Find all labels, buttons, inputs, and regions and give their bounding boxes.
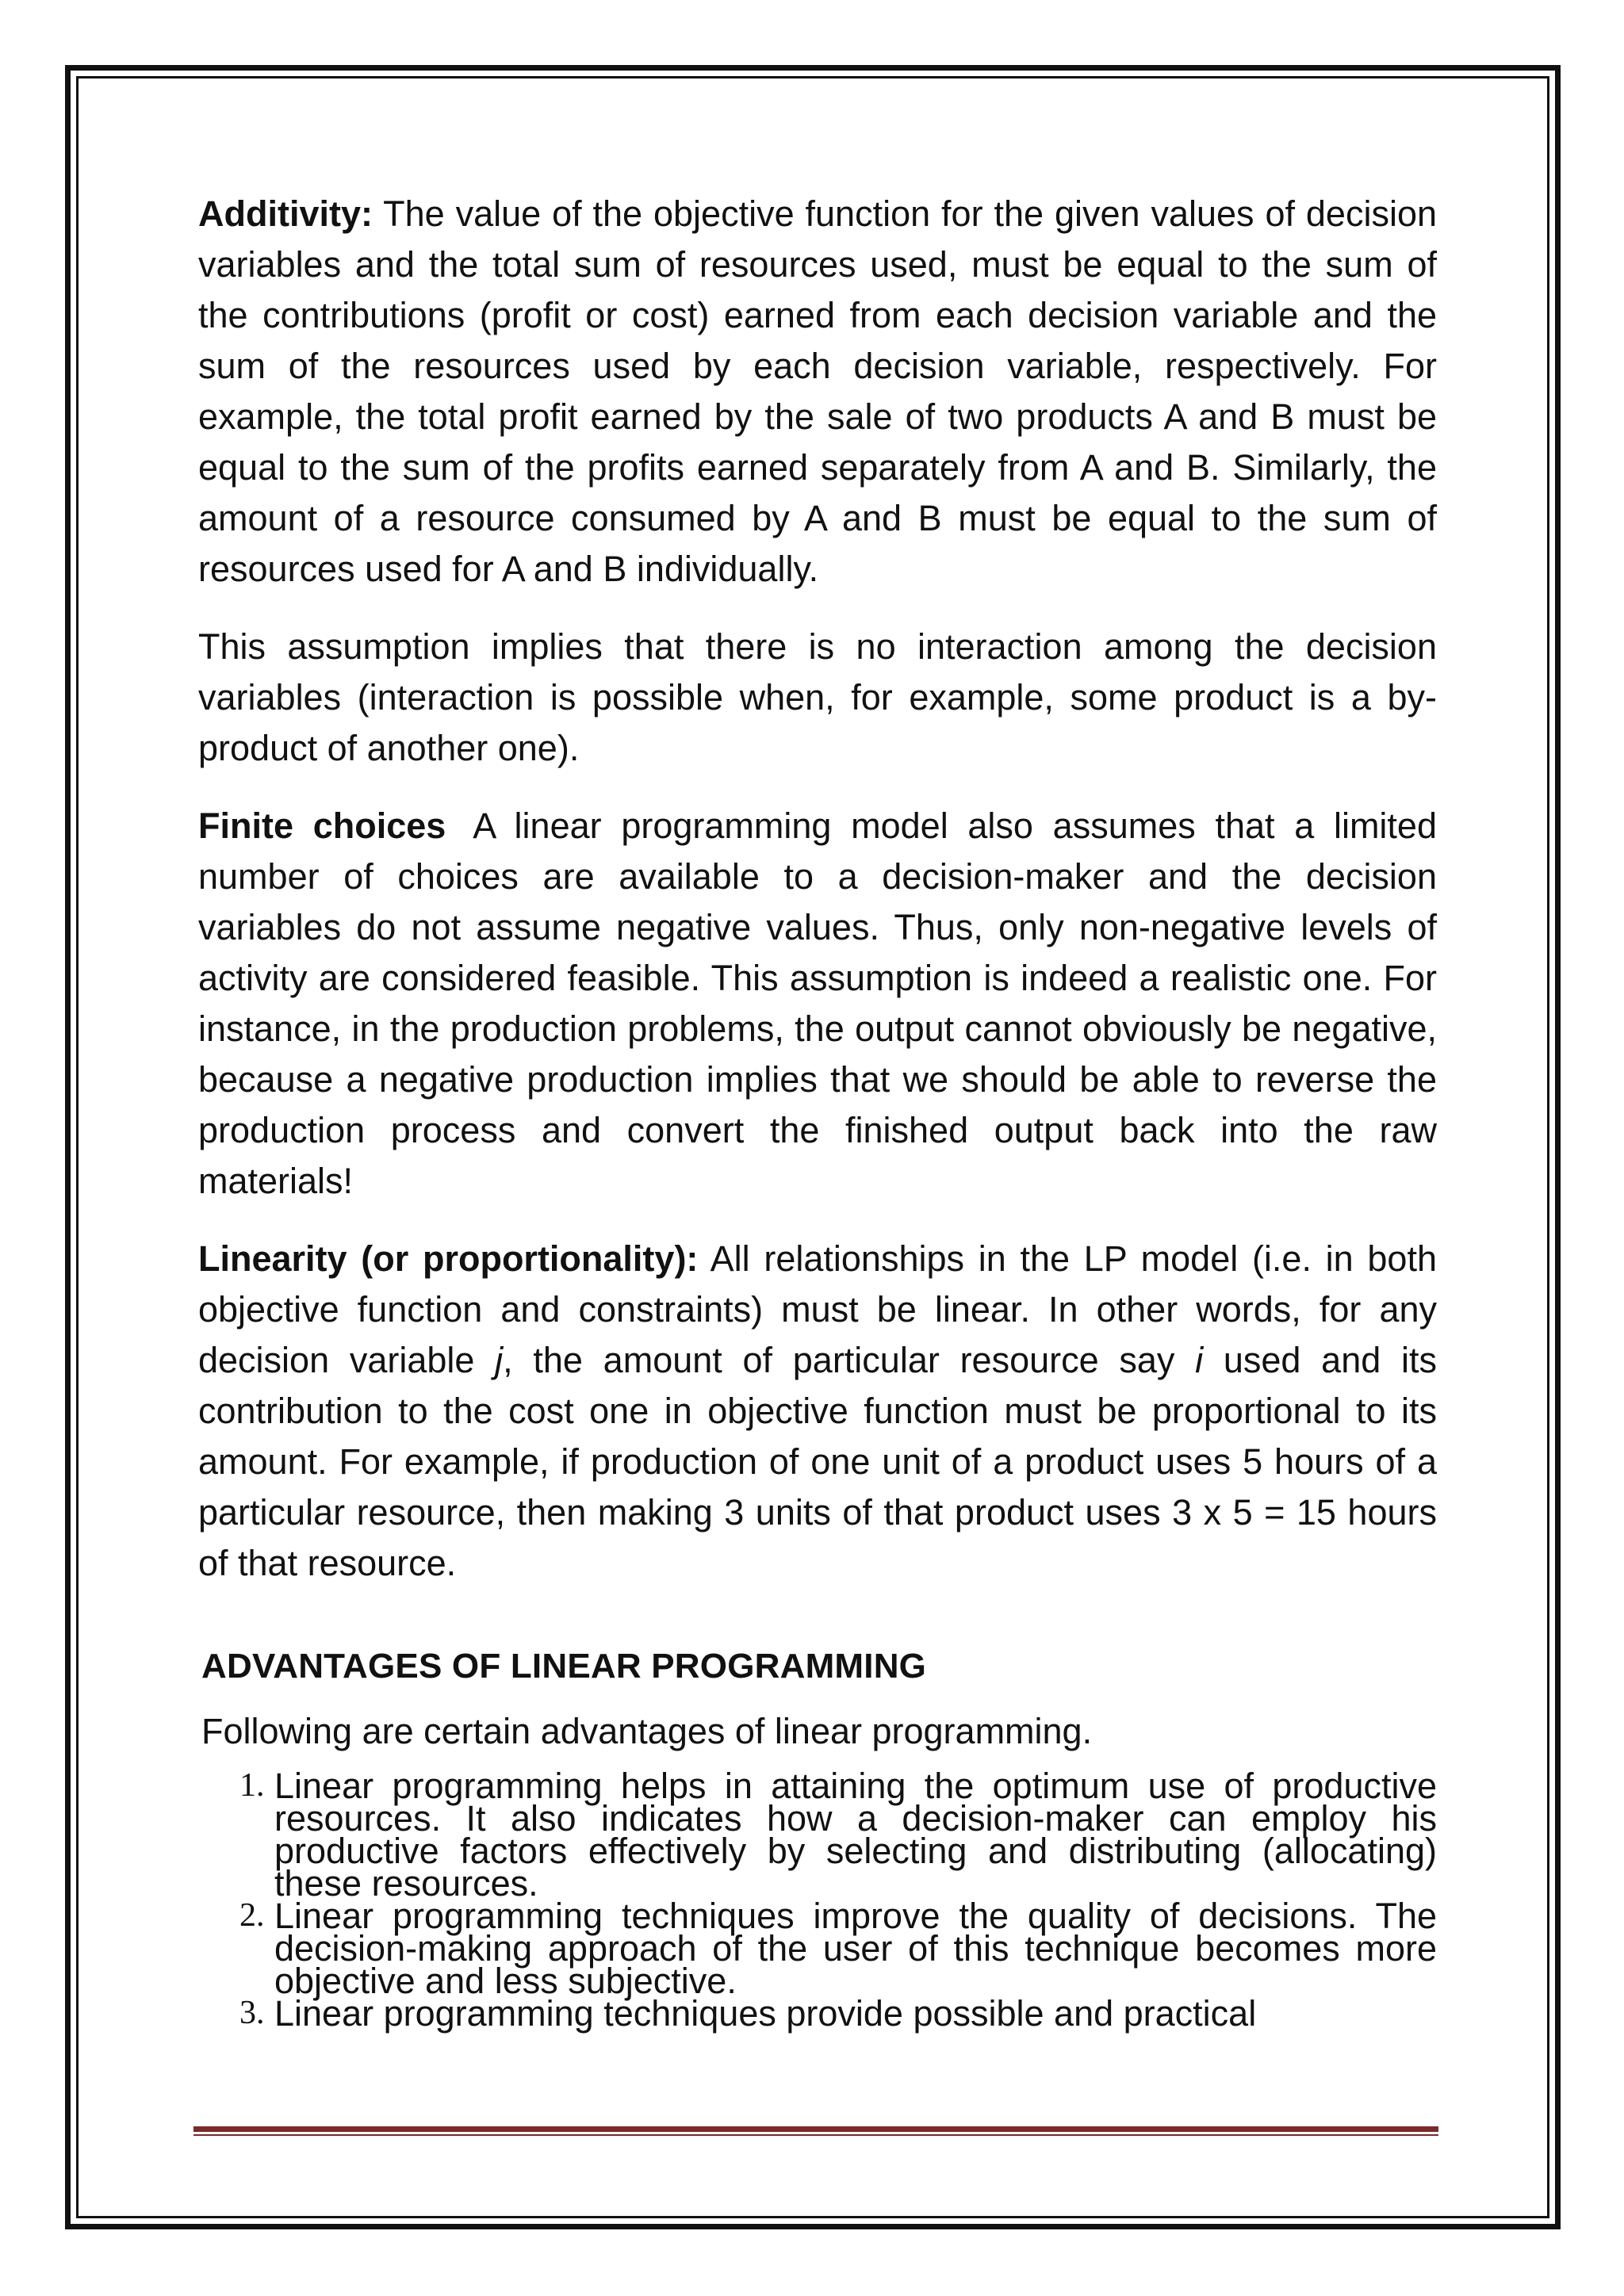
additivity-paragraph	[198, 189, 1437, 595]
assumption-note-paragraph: This assumption implies that there is no interaction among the decision variables (interaction is possible when, for example, some product is a by-product of another one).	[198, 626, 1437, 768]
list-item-text: Linear programming techniques provide possible and practical	[274, 1993, 1257, 2034]
list-item	[198, 1896, 1437, 2001]
additivity-term: Additivity:	[198, 193, 373, 234]
additivity-text: The value of the objective function for the given values of decision variables and the total sum of resources used, must be equal to the sum of the contributions (profit or cost) earned from each decision variable and the sum of the resources used by each decision variable, respectively. For example, the total profit earned by the sale of two products A and B must be equal to the sum of the profits earned separately from A and B. Similarly, the amount of a resource consumed by A and B must be equal to the sum of resources used for A and B individually.	[198, 193, 1437, 589]
linearity-term: Linearity (or proportionality):	[198, 1238, 699, 1279]
list-item-text: Linear programming helps in attaining the optimum use of productive resources. It also indicates how a decision-maker can employ his productive factors effectively by selecting and distributing (allocating) these resources.	[274, 1766, 1437, 1904]
linearity-var-j: j	[495, 1340, 504, 1380]
footer-divider-thick-line	[193, 2126, 1438, 2132]
advantages-intro: Following are certain advantages of linear programming.	[201, 1711, 1093, 1751]
linearity-text-3: used and its contribution to the cost one in objective function must be proportional to its amount. For example, if production of one unit of a product uses 5 hours of a particular resource, then making 3 units of that product uses 3 x 5 = 15 hours of that resource.	[198, 1340, 1437, 1583]
list-item-number: 2.	[239, 1897, 265, 1934]
list-item	[198, 1993, 1437, 2034]
finite-choices-term: Finite choices	[198, 806, 446, 846]
list-item-number: 3.	[239, 1995, 265, 2031]
linearity-var-i: i	[1195, 1340, 1204, 1380]
finite-choices-paragraph	[198, 801, 1437, 1207]
linearity-text-1: All relationships in the LP model (i.e. in both objective function and constraints) must be linear. In other words, for any decision variable	[198, 1238, 1437, 1380]
list-item-text: Linear programming techniques improve the quality of decisions. The decision-making approach of the user of this technique becomes more objective and less subjective.	[274, 1896, 1437, 2001]
list-item	[198, 1766, 1437, 1904]
linearity-text-2: , the amount of particular resource say	[503, 1340, 1196, 1380]
advantages-list	[198, 1766, 1437, 2034]
page-content	[198, 189, 1437, 2034]
list-item-number: 1.	[239, 1767, 265, 1804]
finite-choices-text: A linear programming model also assumes that a limited number of choices are available to a decision-maker and the decision variables do not assume negative values. Thus, only non-negative levels of activity are considered feasible. This assumption is indeed a realistic one. For instance, in the production problems, the output cannot obviously be negative, because a negative production implies that we should be able to reverse the production process and convert the finished output back into the raw materials!	[198, 806, 1437, 1201]
linearity-paragraph	[198, 1234, 1437, 1589]
footer-divider-thin-line	[193, 2134, 1438, 2136]
advantages-heading: ADVANTAGES OF LINEAR PROGRAMMING	[201, 1647, 927, 1686]
footer-divider	[193, 2126, 1438, 2136]
